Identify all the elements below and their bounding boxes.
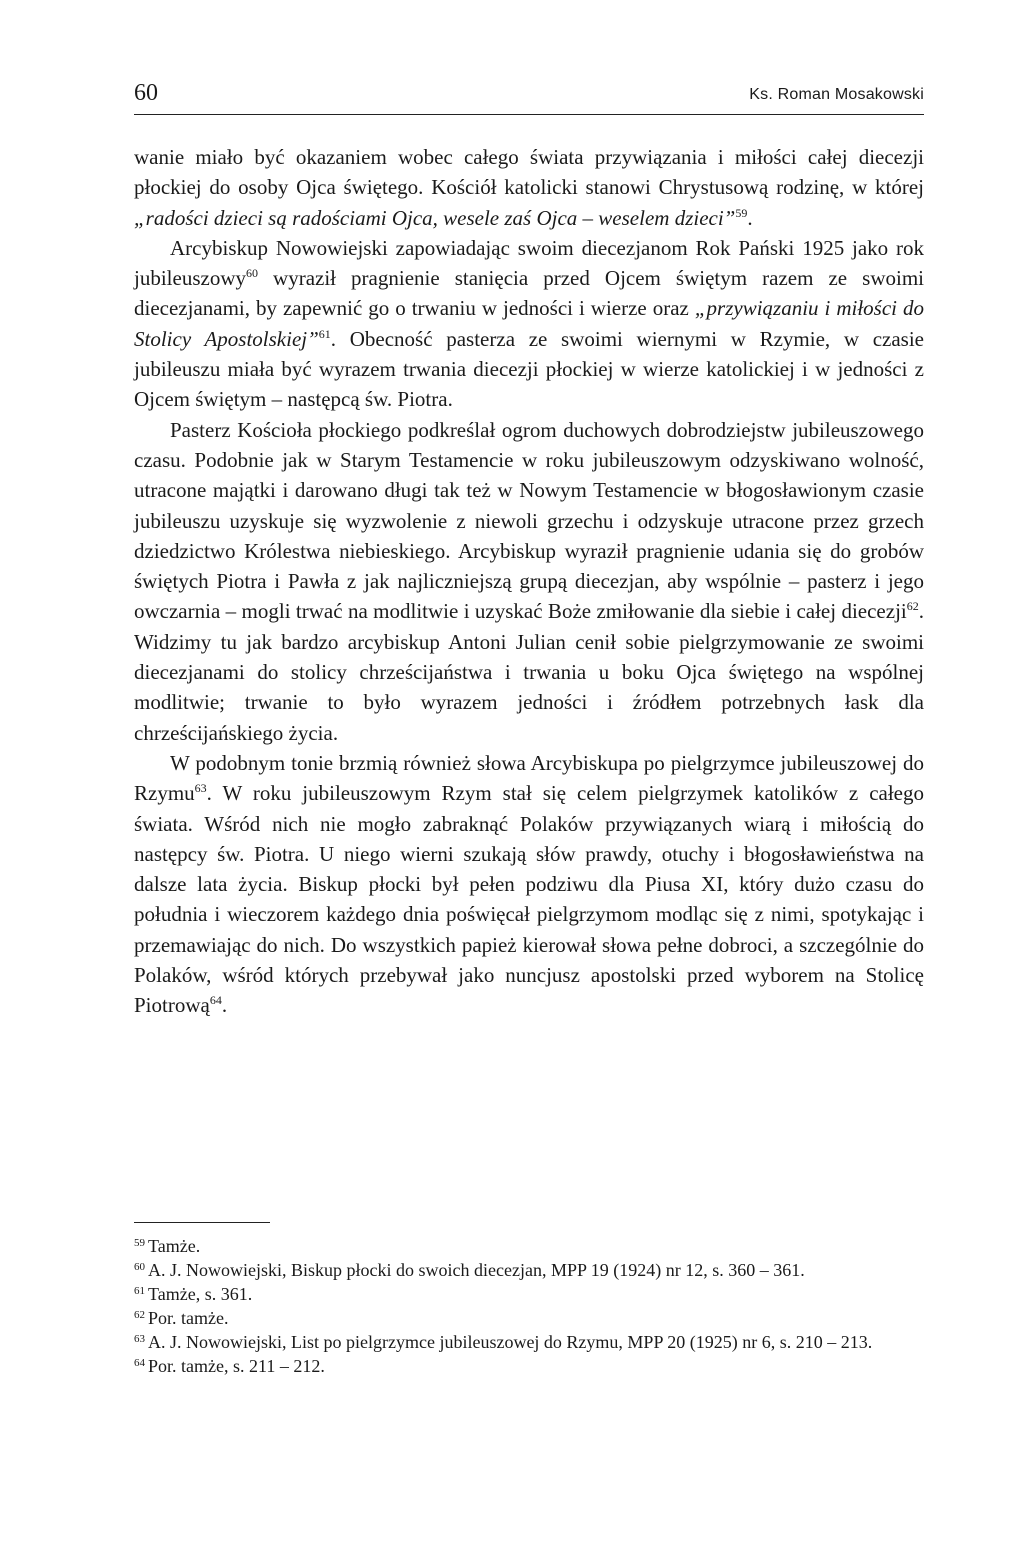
footnote-number: 61 bbox=[134, 1285, 145, 1297]
footnote bbox=[134, 1330, 924, 1354]
footnote bbox=[134, 1234, 924, 1258]
text-run: . Widzimy tu jak bardzo arcybiskup Antoni Julian cenił sobie pielgrzymowanie ze swoimi diecezjanami do stolicy chrześcijaństwa i trwania u boku Ojca świętego na wspólnej modlitwie; trwanie to było wyrazem jedności i źródłem potrzebnych łask dla chrześcijańskiego życia. bbox=[134, 599, 924, 745]
running-head: Ks. Roman Mosakowski bbox=[749, 86, 924, 103]
footnote-ref: 64 bbox=[209, 993, 222, 1008]
text-run: . W roku jubileuszowym Rzym stał się celem pielgrzymek katolików z całego świata. Wśród nich nie mogło zabraknąć Polaków przywiązanych wiarą i miłością do następcy św. Piotra. U niego wierni szukają słów prawdy, otuchy i błogosławieństwa na dalsze lata życia. Biskup płocki był pełen podziwu dla Piusa XI, który dużo czasu do południa i wieczorem każdego dnia poświęcał pielgrzymom modląc się z nimi, spotykając i przemawiając do nich. Do wszystkich papież kierował słowa pełne dobroci, a szczególnie do Polaków, wśród których przebywał jako nuncjusz apostolski przed wyborem na Stolicę Piotrową bbox=[134, 781, 924, 1018]
text-run: Pasterz Kościoła płockiego podkreślał ogrom duchowych dobrodziejstw jubileuszowego czasu. Podobnie jak w Starym Testamencie w roku jubileuszowym odzyskiwano wolność, utracone majątki i darowano długi tak też w Nowym Testamencie w błogosławionym czasie jubileuszu uzyskuje się wyzwolenie z niewoli grzechu i odzyskuje utracone przez grzech dziedzictwo Królestwa niebieskiego. Arcybiskup wyraził pragnienie udania się do grobów świętych Piotra i Pawła z jak najliczniejszą grupą diecezjan, aby wspólnie – pasterz i jego owczarnia – mogli trwać na modlitwie i uzyskać Boże zmiłowanie dla siebie i całej diecezji bbox=[134, 417, 924, 624]
text-run: . bbox=[747, 205, 753, 230]
footnote-number: 60 bbox=[134, 1261, 145, 1273]
paragraph bbox=[134, 415, 924, 748]
text-run: wanie miało być okazaniem wobec całego świata przywiązania i miłości całej diecezji płockiej do osoby Ojca świętego. Kościół katolicki stanowi Chrystusową rodzinę, w której bbox=[134, 145, 924, 200]
text-run: . Obecność pasterza ze swoimi wiernymi w Rzymie, w czasie jubileuszu miała być wyrazem trwania diecezji płockiej w wierze katolickiej i w jedności z Ojcem świętym – następcą św. Piotra. bbox=[134, 326, 924, 412]
footnote-ref: 62 bbox=[906, 599, 919, 614]
footnote-text: Tamże, s. 361. bbox=[148, 1284, 253, 1304]
paragraph bbox=[134, 233, 924, 415]
footnotes bbox=[134, 1234, 924, 1378]
footnote-ref: 63 bbox=[194, 781, 207, 796]
italic-quote: „radości dzieci są radościami Ojca, wesele zaś Ojca – weselem dzieci” bbox=[134, 205, 736, 230]
footnote-ref: 60 bbox=[245, 266, 258, 281]
footnote bbox=[134, 1282, 924, 1306]
footnote-text: A. J. Nowowiejski, List po pielgrzymce jubileuszowej do Rzymu, MPP 20 (1925) nr 6, s. 210 – 213. bbox=[148, 1332, 873, 1352]
italic-quote: „przywiązaniu i miłości do Stolicy Apostolskiej” bbox=[134, 296, 924, 351]
text-run: wyraził pragnienie stanięcia przed Ojcem świętym razem ze swoimi diecezjanami, by zapewnić go o trwaniu w jedności i wierze oraz bbox=[134, 266, 924, 321]
footnote-text: Por. tamże. bbox=[148, 1308, 229, 1328]
footnote-text: Por. tamże, s. 211 – 212. bbox=[148, 1356, 325, 1376]
footnote-number: 63 bbox=[134, 1333, 145, 1345]
main-text bbox=[134, 142, 924, 1021]
text-run: W podobnym tonie brzmią również słowa Arcybiskupa po pielgrzymce jubileuszowej do Rzymu bbox=[134, 750, 924, 806]
footnote-ref: 61 bbox=[318, 326, 331, 341]
footnote bbox=[134, 1258, 924, 1282]
text-run: . bbox=[221, 993, 228, 1018]
footnote-text: A. J. Nowowiejski, Biskup płocki do swoich diecezjan, MPP 19 (1924) nr 12, s. 360 – 361. bbox=[148, 1260, 805, 1280]
text-run: Arcybiskup Nowowiejski zapowiadając swoim diecezjanom Rok Pański 1925 jako rok jubileuszowy bbox=[134, 235, 924, 291]
footnote-text: Tamże. bbox=[148, 1236, 201, 1256]
page-header bbox=[134, 80, 924, 115]
footnote bbox=[134, 1354, 924, 1378]
paragraph bbox=[134, 748, 924, 1021]
page-number: 60 bbox=[134, 80, 158, 106]
footnote-number: 64 bbox=[134, 1357, 145, 1369]
footnote-number: 59 bbox=[134, 1237, 145, 1249]
footnote-ref: 59 bbox=[735, 205, 748, 220]
footnote bbox=[134, 1306, 924, 1330]
paragraph bbox=[134, 142, 924, 233]
footnote-divider bbox=[134, 1222, 270, 1223]
footnote-number: 62 bbox=[134, 1309, 145, 1321]
